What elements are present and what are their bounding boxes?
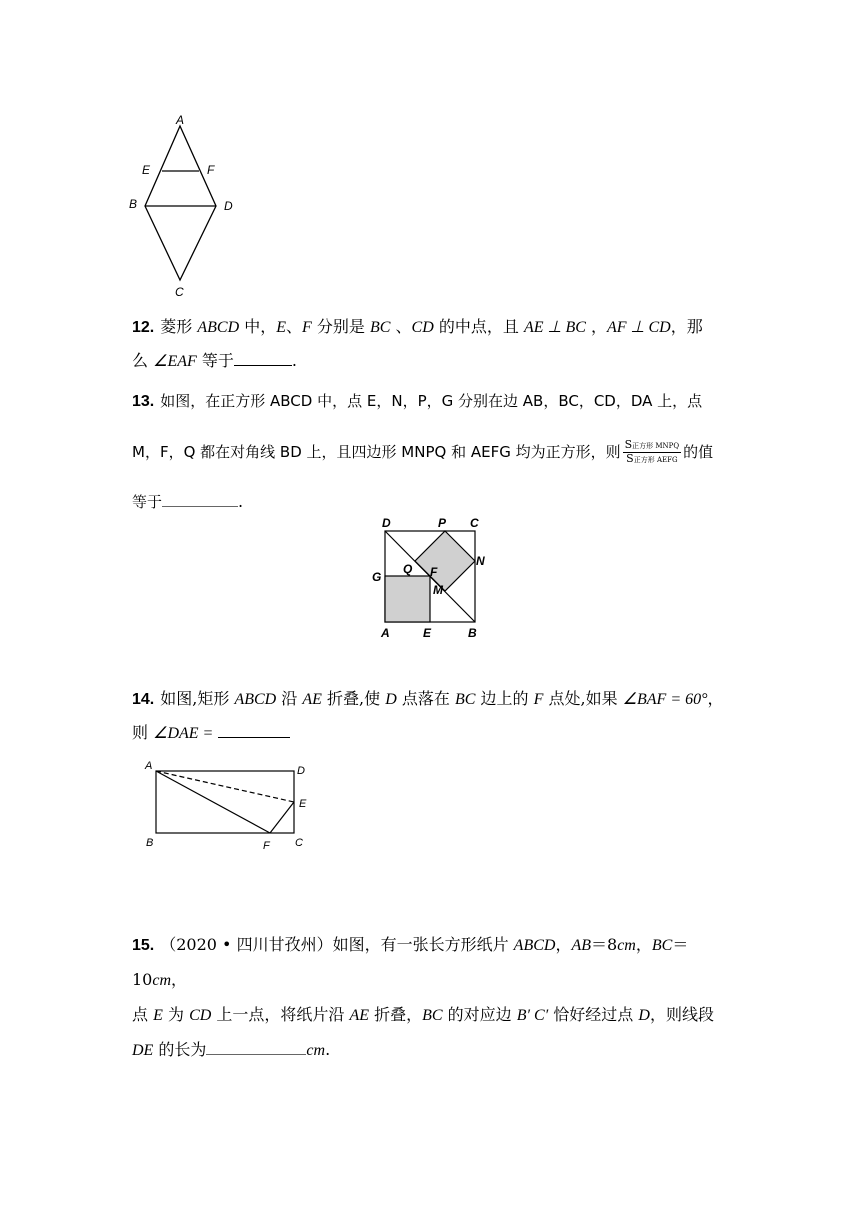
label-d: D: [224, 199, 233, 213]
label-e: E: [423, 626, 432, 640]
answer-blank[interactable]: [206, 1038, 306, 1055]
label-n: N: [476, 554, 485, 568]
label-d: D: [382, 516, 391, 530]
label-e: E: [299, 798, 307, 810]
question-number: 12.: [132, 319, 155, 336]
label-g: G: [372, 570, 382, 584]
rectangle-fold-figure: [140, 756, 315, 856]
area-ratio-fraction: $\frac{\text{S正方形 MNPQ}}{\text{S正方形 AEFG}}$: [624, 438, 680, 465]
question-12: 12. 菱形 ABCD 中，E、F 分别是 BC 、CD 的中点，且 AE ⊥ BC ，AF ⊥ CD，那 么 ∠EAF 等于 .: [132, 317, 703, 370]
label-c: C: [470, 516, 479, 530]
question-number: 15.: [132, 937, 155, 954]
question-13: 13. 如图，在正方形 ABCD 中，点 E，N，P，G 分别在边 AB，BC，CD，DA 上，点 M，F，Q 都在对角线 BD 上，且四边形 MNPQ 和 AEFG 均为正方形，则 $\frac{\text{S正方形 MNPQ}}{\text{S正方形 AEFG}}$ 的值 等于 .: [132, 392, 714, 511]
label-b: B: [468, 626, 477, 640]
label-b: B: [146, 837, 154, 849]
label-a: A: [145, 760, 153, 772]
label-f: F: [207, 163, 215, 177]
label-m: M: [433, 583, 443, 597]
question-number: 13.: [132, 393, 155, 410]
label-f: F: [263, 840, 270, 852]
answer-blank[interactable]: [162, 490, 238, 507]
question-15: 15. （2020 • 四川甘孜州）如图，有一张长方形纸片 ABCD，AB＝8cm，BC＝10cm， 点 E 为 CD 上一点，将纸片沿 AE 折叠，BC 的对应边 B′ C′ 恰好经过点 D，则线段 DE 的长为 cm.: [132, 935, 714, 1059]
rhombus-figure: [120, 108, 250, 300]
label-a: A: [381, 626, 390, 640]
label-c: C: [295, 837, 303, 849]
label-d: D: [297, 765, 305, 777]
question-14: 14. 如图,矩形 ABCD 沿 AE 折叠,使 D 点落在 BC 边上的 F 点处,如果 ∠BAF = 60°， 则 ∠DAE =: [132, 689, 724, 742]
label-q: Q: [403, 562, 413, 576]
label-e: E: [142, 163, 151, 177]
answer-blank[interactable]: [234, 349, 292, 366]
square-figure: [370, 515, 495, 640]
label-b: B: [129, 197, 138, 211]
label-c: C: [175, 285, 184, 299]
question-number: 14.: [132, 691, 155, 708]
label-a: A: [176, 113, 185, 127]
answer-blank[interactable]: [218, 721, 290, 738]
label-f: F: [430, 565, 438, 579]
label-p: P: [438, 516, 447, 530]
